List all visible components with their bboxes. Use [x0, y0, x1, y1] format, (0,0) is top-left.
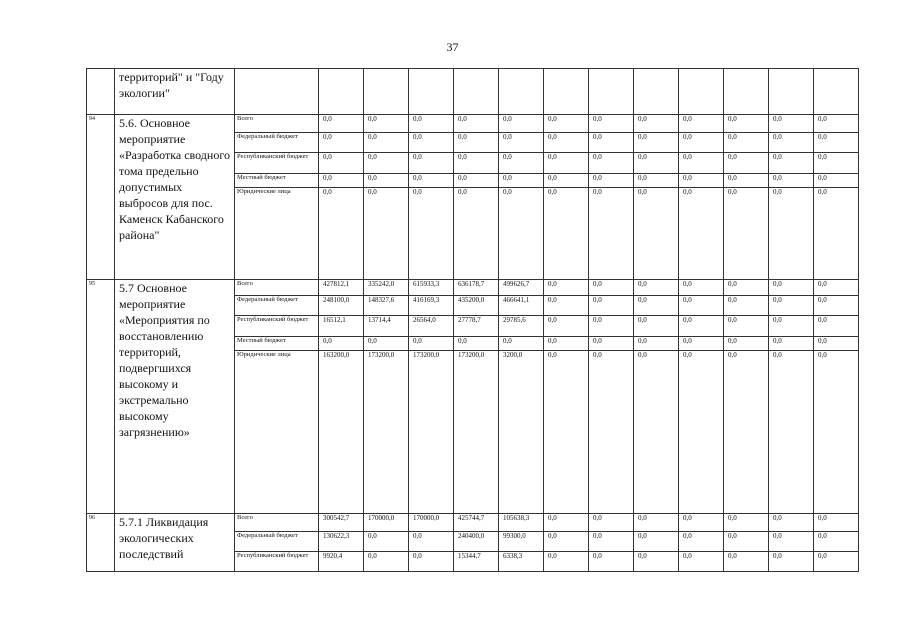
value-cell: 0,0	[544, 153, 589, 174]
value-cell: 0,0	[454, 115, 499, 133]
funding-source: Федеральный бюджет	[235, 296, 319, 316]
value-cell: 499626,7	[499, 280, 544, 296]
value-cell: 0,0	[319, 133, 364, 153]
value-cell	[409, 69, 454, 115]
value-cell: 0,0	[814, 296, 859, 316]
value-cell: 0,0	[454, 153, 499, 174]
value-cell: 0,0	[769, 296, 814, 316]
value-cell: 99300,0	[499, 532, 544, 552]
value-cell	[769, 69, 814, 115]
value-cell: 0,0	[679, 351, 724, 514]
value-cell: 0,0	[499, 174, 544, 188]
continuation-row	[87, 69, 859, 115]
value-cell: 0,0	[364, 153, 409, 174]
funding-source: Местный бюджет	[235, 337, 319, 351]
value-cell: 15344,7	[454, 552, 499, 572]
value-cell: 0,0	[544, 316, 589, 337]
value-cell: 335242,0	[364, 280, 409, 296]
value-cell: 0,0	[634, 351, 679, 514]
funding-source: Местный бюджет	[235, 174, 319, 188]
value-cell: 0,0	[409, 188, 454, 280]
value-cell: 0,0	[769, 133, 814, 153]
funding-source: Республиканский бюджет	[235, 153, 319, 174]
value-cell: 615933,3	[409, 280, 454, 296]
value-cell	[364, 69, 409, 115]
page-number: 37	[446, 40, 459, 54]
value-cell: 0,0	[724, 296, 769, 316]
value-cell: 0,0	[814, 552, 859, 572]
value-cell: 0,0	[589, 316, 634, 337]
value-cell: 0,0	[634, 337, 679, 351]
value-cell: 0,0	[769, 532, 814, 552]
value-cell: 148327,6	[364, 296, 409, 316]
value-cell: 0,0	[814, 133, 859, 153]
value-cell: 0,0	[589, 552, 634, 572]
value-cell: 0,0	[544, 133, 589, 153]
value-cell: 416169,3	[409, 296, 454, 316]
value-cell: 0,0	[499, 337, 544, 351]
value-cell: 9920,4	[319, 552, 364, 572]
value-cell: 0,0	[769, 316, 814, 337]
value-cell: 0,0	[679, 316, 724, 337]
funding-source	[235, 69, 319, 115]
value-cell	[814, 69, 859, 115]
value-cell: 0,0	[364, 337, 409, 351]
value-cell: 0,0	[544, 532, 589, 552]
value-cell: 163200,0	[319, 351, 364, 514]
value-cell: 0,0	[364, 133, 409, 153]
value-cell: 0,0	[544, 188, 589, 280]
value-cell: 0,0	[769, 153, 814, 174]
value-cell: 0,0	[454, 188, 499, 280]
value-cell: 0,0	[589, 174, 634, 188]
value-cell: 0,0	[544, 337, 589, 351]
value-cell: 0,0	[724, 188, 769, 280]
activity-name: 5.7 Основное мероприятие «Мероприятия по восстановлению территорий, подвергшихся высокому и экстремально высокому загрязнению»	[115, 280, 235, 514]
value-cell: 466641,1	[499, 296, 544, 316]
value-cell: 0,0	[814, 188, 859, 280]
value-cell: 0,0	[679, 514, 724, 532]
value-cell	[544, 69, 589, 115]
value-cell: 170000,0	[364, 514, 409, 532]
value-cell: 173200,0	[454, 351, 499, 514]
value-cell: 0,0	[724, 337, 769, 351]
value-cell: 0,0	[634, 296, 679, 316]
value-cell: 0,0	[319, 188, 364, 280]
value-cell: 0,0	[634, 133, 679, 153]
table-row	[87, 115, 859, 133]
value-cell: 0,0	[814, 316, 859, 337]
value-cell	[589, 69, 634, 115]
budget-table	[86, 68, 859, 572]
row-number	[87, 69, 115, 115]
value-cell: 0,0	[724, 532, 769, 552]
funding-source: Юридические лица	[235, 188, 319, 280]
value-cell: 0,0	[724, 153, 769, 174]
value-cell: 0,0	[634, 174, 679, 188]
value-cell: 0,0	[724, 552, 769, 572]
value-cell: 0,0	[589, 280, 634, 296]
value-cell: 0,0	[769, 552, 814, 572]
value-cell: 636178,7	[454, 280, 499, 296]
funding-source: Республиканский бюджет	[235, 552, 319, 572]
value-cell: 0,0	[724, 514, 769, 532]
value-cell: 0,0	[454, 174, 499, 188]
value-cell: 0,0	[634, 153, 679, 174]
funding-source: Федеральный бюджет	[235, 133, 319, 153]
value-cell: 0,0	[589, 532, 634, 552]
value-cell: 29785,6	[499, 316, 544, 337]
funding-source: Всего	[235, 115, 319, 133]
value-cell: 0,0	[679, 115, 724, 133]
value-cell: 0,0	[319, 115, 364, 133]
value-cell: 0,0	[634, 280, 679, 296]
value-cell: 240400,0	[454, 532, 499, 552]
value-cell	[454, 69, 499, 115]
value-cell: 0,0	[769, 514, 814, 532]
value-cell: 0,0	[814, 174, 859, 188]
value-cell: 0,0	[364, 552, 409, 572]
value-cell: 0,0	[634, 115, 679, 133]
value-cell: 0,0	[634, 188, 679, 280]
table-row	[87, 280, 859, 296]
value-cell: 0,0	[409, 532, 454, 552]
value-cell: 0,0	[364, 188, 409, 280]
row-number: 94	[87, 115, 115, 280]
value-cell: 0,0	[409, 115, 454, 133]
value-cell: 27778,7	[454, 316, 499, 337]
value-cell: 0,0	[769, 115, 814, 133]
value-cell: 0,0	[814, 532, 859, 552]
value-cell: 0,0	[679, 133, 724, 153]
value-cell: 0,0	[724, 280, 769, 296]
value-cell: 3200,0	[499, 351, 544, 514]
value-cell: 0,0	[814, 351, 859, 514]
value-cell: 0,0	[589, 133, 634, 153]
row-number: 95	[87, 280, 115, 514]
value-cell: 0,0	[769, 174, 814, 188]
table-row	[87, 514, 859, 532]
value-cell: 0,0	[499, 115, 544, 133]
value-cell: 0,0	[499, 188, 544, 280]
value-cell: 0,0	[724, 351, 769, 514]
value-cell: 0,0	[544, 280, 589, 296]
value-cell: 427812,1	[319, 280, 364, 296]
value-cell: 0,0	[409, 133, 454, 153]
value-cell: 0,0	[544, 174, 589, 188]
value-cell: 0,0	[679, 188, 724, 280]
value-cell	[679, 69, 724, 115]
value-cell: 0,0	[634, 514, 679, 532]
value-cell: 0,0	[769, 188, 814, 280]
value-cell: 0,0	[364, 532, 409, 552]
value-cell: 173200,0	[364, 351, 409, 514]
value-cell: 170000,0	[409, 514, 454, 532]
funding-source: Всего	[235, 514, 319, 532]
value-cell: 0,0	[454, 133, 499, 153]
value-cell: 0,0	[814, 514, 859, 532]
value-cell: 0,0	[544, 552, 589, 572]
activity-name: территорий" и "Году экологии"	[115, 69, 235, 115]
value-cell: 26564,0	[409, 316, 454, 337]
value-cell: 0,0	[769, 337, 814, 351]
value-cell: 105638,3	[499, 514, 544, 532]
value-cell: 0,0	[499, 133, 544, 153]
value-cell: 0,0	[499, 153, 544, 174]
value-cell: 0,0	[634, 552, 679, 572]
activity-name: 5.6. Основное мероприятие «Разработка сводного тома предельно допустимых выбросов для пос. Каменск Кабанского района"	[115, 115, 235, 280]
value-cell: 0,0	[589, 188, 634, 280]
value-cell: 0,0	[679, 552, 724, 572]
value-cell: 0,0	[589, 514, 634, 532]
value-cell: 0,0	[589, 115, 634, 133]
value-cell: 0,0	[679, 296, 724, 316]
value-cell	[724, 69, 769, 115]
value-cell	[634, 69, 679, 115]
value-cell: 0,0	[769, 280, 814, 296]
value-cell: 0,0	[724, 316, 769, 337]
value-cell: 173200,0	[409, 351, 454, 514]
value-cell: 0,0	[364, 174, 409, 188]
value-cell: 0,0	[409, 552, 454, 572]
value-cell: 0,0	[679, 153, 724, 174]
value-cell	[319, 69, 364, 115]
value-cell: 0,0	[679, 532, 724, 552]
value-cell	[499, 69, 544, 115]
value-cell: 0,0	[724, 174, 769, 188]
value-cell: 0,0	[544, 514, 589, 532]
value-cell: 130622,3	[319, 532, 364, 552]
value-cell: 0,0	[814, 337, 859, 351]
value-cell: 13714,4	[364, 316, 409, 337]
value-cell: 0,0	[544, 351, 589, 514]
value-cell: 0,0	[724, 115, 769, 133]
value-cell: 0,0	[319, 174, 364, 188]
value-cell: 0,0	[814, 280, 859, 296]
value-cell: 248100,0	[319, 296, 364, 316]
value-cell: 0,0	[409, 174, 454, 188]
value-cell: 0,0	[319, 337, 364, 351]
value-cell: 16512,1	[319, 316, 364, 337]
value-cell: 0,0	[769, 351, 814, 514]
value-cell: 0,0	[679, 280, 724, 296]
value-cell: 0,0	[589, 337, 634, 351]
value-cell: 0,0	[409, 153, 454, 174]
value-cell: 425744,7	[454, 514, 499, 532]
value-cell: 0,0	[454, 337, 499, 351]
funding-source: Всего	[235, 280, 319, 296]
value-cell: 0,0	[544, 115, 589, 133]
value-cell: 6338,3	[499, 552, 544, 572]
activity-name: 5.7.1 Ликвидация экологических последствий	[115, 514, 235, 572]
value-cell: 0,0	[589, 351, 634, 514]
funding-source: Федеральный бюджет	[235, 532, 319, 552]
value-cell: 0,0	[814, 115, 859, 133]
funding-source: Юридические лица	[235, 351, 319, 514]
value-cell: 0,0	[589, 296, 634, 316]
value-cell: 0,0	[409, 337, 454, 351]
value-cell: 0,0	[544, 296, 589, 316]
funding-source: Республиканский бюджет	[235, 316, 319, 337]
value-cell: 0,0	[634, 316, 679, 337]
value-cell: 0,0	[319, 153, 364, 174]
value-cell: 0,0	[679, 174, 724, 188]
value-cell: 0,0	[589, 153, 634, 174]
row-number: 96	[87, 514, 115, 572]
value-cell: 300542,7	[319, 514, 364, 532]
value-cell: 0,0	[724, 133, 769, 153]
value-cell: 0,0	[364, 115, 409, 133]
value-cell: 435200,0	[454, 296, 499, 316]
value-cell: 0,0	[814, 153, 859, 174]
value-cell: 0,0	[679, 337, 724, 351]
value-cell: 0,0	[634, 532, 679, 552]
